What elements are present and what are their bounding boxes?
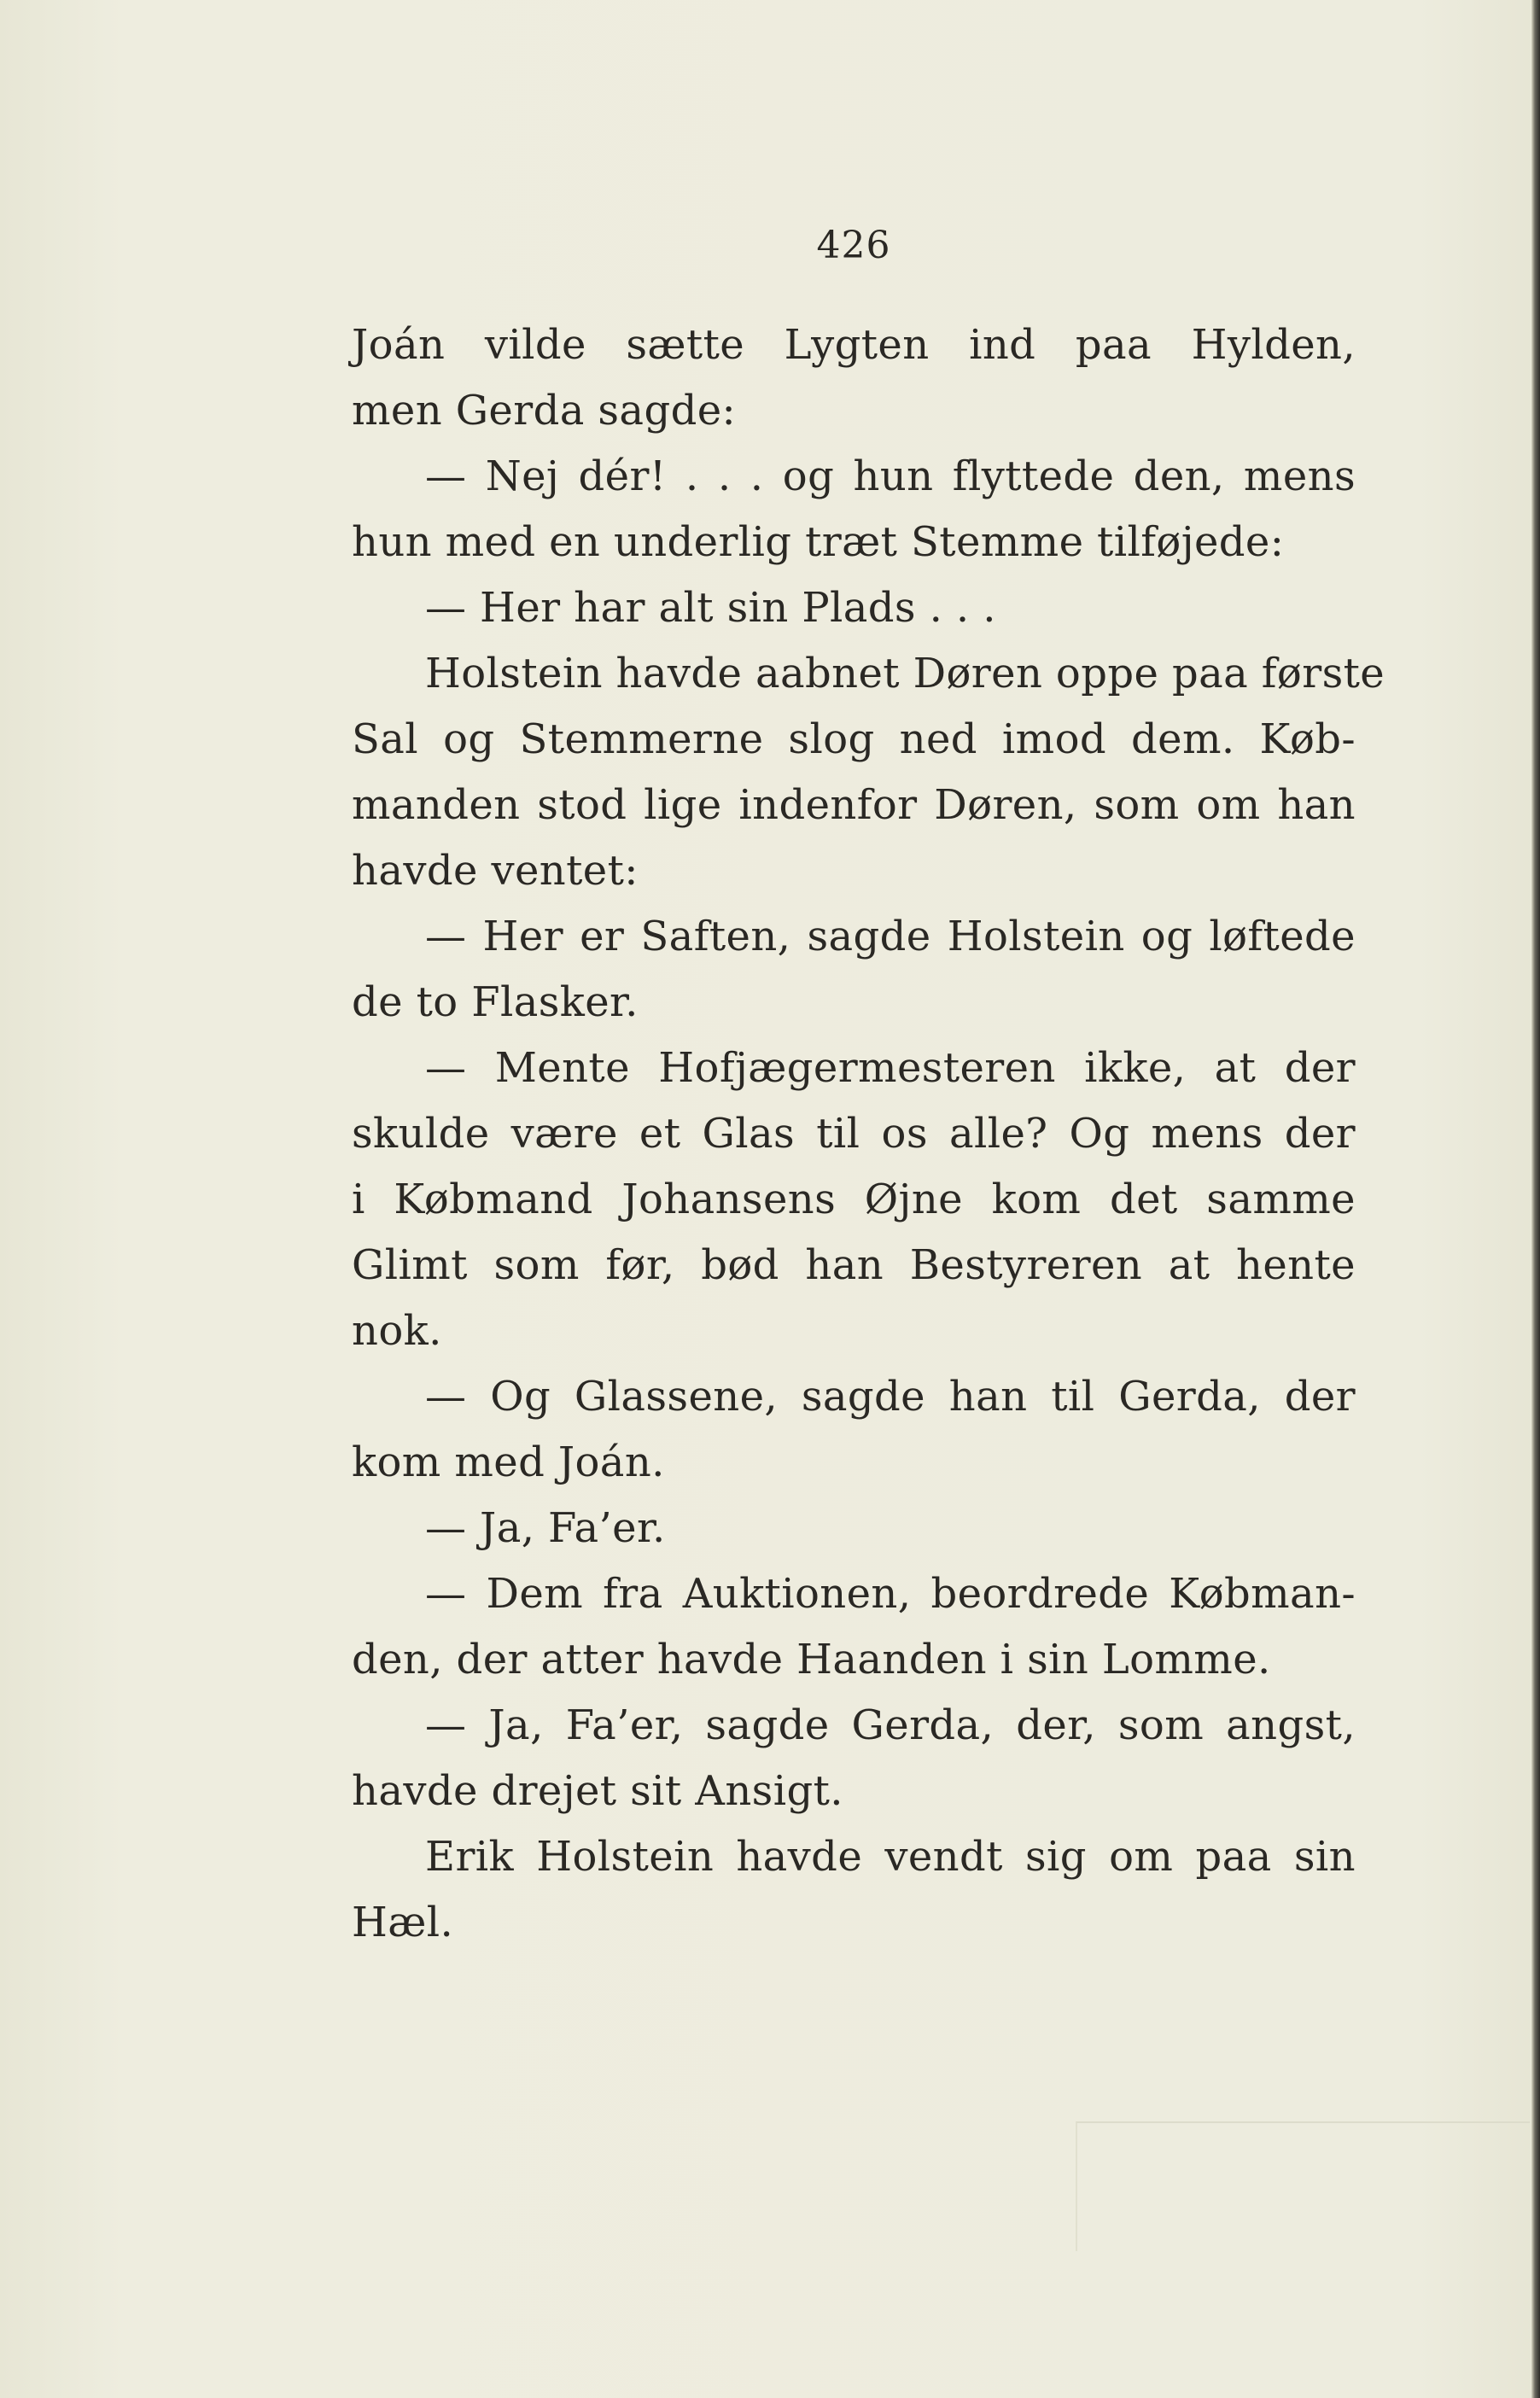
text-line: — Ja, Fa’er. (425, 1504, 666, 1552)
body-text (352, 312, 1385, 1956)
text-line: Erik Holstein havde vendt sig om paa sin (425, 1833, 1356, 1881)
text-line: Hæl. (352, 1899, 454, 1946)
text-line: havde ventet: (352, 847, 639, 895)
text-line: Holstein havde aabnet Døren oppe paa første (425, 650, 1385, 697)
text-line: — Og Glassene, sagde han til Gerda, der (425, 1373, 1356, 1421)
text-line: skulde være et Glas til os alle? Og mens der (352, 1110, 1356, 1158)
text-line: — Dem fra Auktionen, beordrede Købman- (425, 1570, 1356, 1618)
text-line: men Gerda sagde: (352, 387, 737, 435)
text-line: Glimt som før, bød han Bestyreren at hente (352, 1241, 1356, 1289)
text-line: Joán vilde sætte Lygten ind paa Hylden, (352, 321, 1356, 369)
text-line: hun med en underlig træt Stemme tilføjede: (352, 518, 1285, 566)
text-line: — Her har alt sin Plads . . . (425, 584, 996, 632)
text-line: i Købmand Johansens Øjne kom det samme (352, 1176, 1356, 1223)
text-line: — Her er Saften, sagde Holstein og løftede (425, 913, 1356, 960)
text-line: den, der atter havde Haanden i sin Lomme. (352, 1636, 1271, 1683)
page-edge-shadow (1531, 0, 1540, 2398)
text-line: — Nej dér! . . . og hun flyttede den, mens (425, 452, 1356, 500)
text-line: — Ja, Fa’er, sagde Gerda, der, som angst, (425, 1701, 1356, 1749)
text-line: manden stod lige indenfor Døren, som om han (352, 781, 1356, 829)
text-line: de to Flasker. (352, 978, 639, 1026)
text-line: nok. (352, 1307, 442, 1355)
text-line: havde drejet sit Ansigt. (352, 1767, 843, 1815)
text-line: Sal og Stemmerne slog ned imod dem. Køb- (352, 715, 1356, 763)
text-line: kom med Joán. (352, 1438, 665, 1486)
text-line: — Mente Hofjægermesteren ikke, at der (425, 1044, 1356, 1092)
paper-mark (1076, 2121, 1530, 2251)
page-number: 426 (816, 224, 891, 267)
